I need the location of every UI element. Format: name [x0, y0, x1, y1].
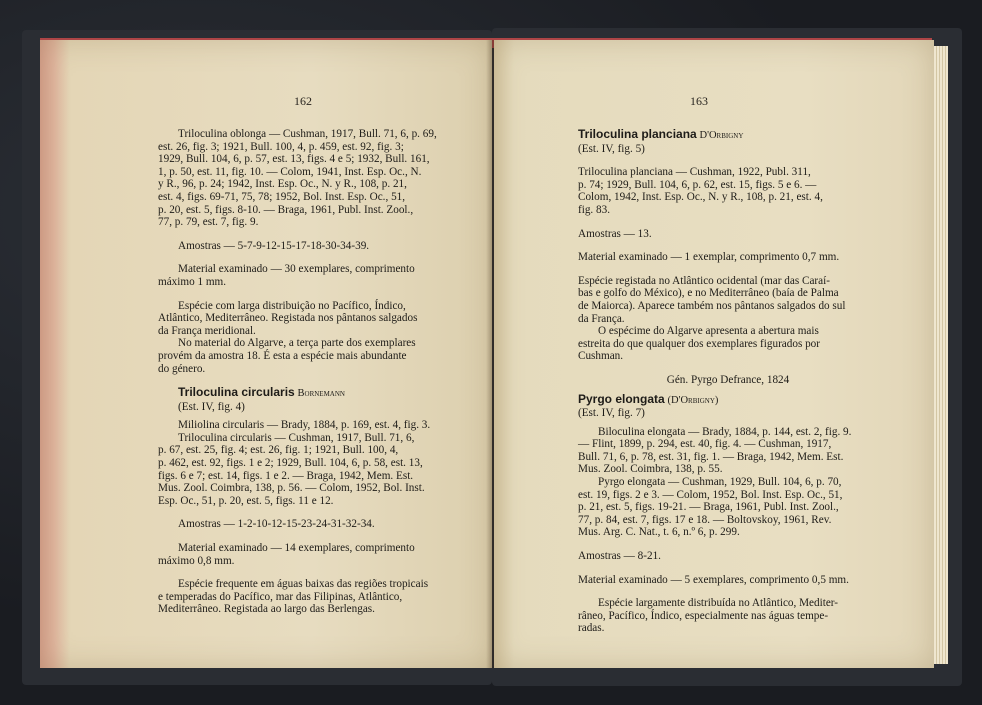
distribution-line: e temperadas do Pacífico, mar das Filipinas, Atlântico,: [158, 590, 403, 603]
synonymy-line: 77, p. 79, est. 7, fig. 9.: [158, 216, 259, 229]
species-name: Pyrgo elongata: [578, 391, 665, 406]
synonymy-line: est. 26, fig. 3; 1921, Bull. 100, 4, p. 459, est. 92, fig. 3;: [158, 140, 404, 153]
synonymy-line: Pyrgo elongata — Cushman, 1929, Bull. 104, 6, p. 70,: [598, 476, 842, 489]
material-line: Material examinado — 30 exemplares, comprimento: [178, 263, 415, 276]
distribution-line: Atlântico, Mediterrâneo. Registada nos pântanos salgados: [158, 312, 418, 325]
distribution-line: radas.: [578, 622, 605, 635]
left-page-body: [158, 128, 454, 616]
synonymy-line: Bull. 71, 6, p. 78, est. 31, fig. 1. — Braga, 1942, Mem. Est.: [578, 450, 844, 463]
distribution-line: da França.: [578, 312, 625, 325]
synonymy-line: Esp. Oc., 51, p. 20, est. 5, figs. 11 e 12.: [158, 494, 334, 507]
synonymy-line: p. 21, est. 5, figs. 19-21. — Braga, 1961, Publ. Inst. Zool.,: [578, 501, 839, 514]
amostras-line: Amostras — 5-7-9-12-15-17-18-30-34-39.: [178, 239, 370, 252]
synonymy-line: — Flint, 1899, p. 294, est. 40, fig. 4. — Cushman, 1917,: [578, 438, 832, 451]
note-line: O espécime do Algarve apresenta a abertura mais: [598, 325, 819, 338]
material-line: Material examinado — 5 exemplares, comprimento 0,5 mm.: [578, 573, 849, 586]
note-line: do género.: [158, 362, 206, 375]
synonymy-line: 1, p. 50, est. 11, fig. 10. — Colom, 1941, Inst. Esp. Oc., N.: [158, 165, 422, 178]
synonymy-line: 1929, Bull. 104, 6, p. 57, est. 13, figs. 4 e 5; 1932, Bull. 161,: [158, 153, 430, 166]
note-line: estreita do que qualquer dos exemplares figurados por: [578, 337, 821, 350]
material-line: máximo 1 mm.: [158, 275, 227, 288]
synonymy-line: p. 462, est. 92, figs. 1 e 2; 1929, Bull. 104, 6, p. 58, est. 13,: [158, 457, 423, 470]
note-line: provém da amostra 18. É esta a espécie mais abundante: [158, 349, 407, 362]
distribution-line: Espécie registada no Atlântico ocidental (mar das Caraí-: [578, 274, 830, 287]
synonymy-line: Mus. Zool. Coimbra, 138, p. 56. — Colom, 1952, Bol. Inst.: [158, 482, 425, 495]
synonymy-line: p. 74; 1929, Bull. 104, 6, p. 62, est. 15, figs. 5 e 6. —: [578, 178, 817, 191]
synonymy-line: Mus. Arg. C. Nat., t. 6, n.º 6, p. 299.: [578, 526, 740, 539]
synonymy-line: est. 4, figs. 69-71, 75, 78; 1952, Bol. Inst. Esp. Oc., 51,: [158, 190, 406, 203]
distribution-line: Espécie largamente distribuída no Atlântico, Mediter-: [598, 597, 839, 610]
right-page: [494, 40, 934, 668]
distribution-line: da França meridional.: [158, 324, 256, 337]
species-author: (D'Orbigny): [667, 394, 719, 406]
species-name: Triloculina circularis: [178, 385, 295, 400]
note-line: Cushman.: [578, 350, 624, 363]
species-heading: [158, 386, 454, 401]
distribution-line: Espécie frequente em águas baixas das regiões tropicais: [178, 578, 429, 591]
species-plate-ref: (Est. IV, fig. 5): [578, 142, 645, 155]
synonymy-line: Triloculina circularis — Cushman, 1917, Bull. 71, 6,: [178, 431, 415, 444]
note-line: No material do Algarve, a terça parte dos exemplares: [178, 337, 416, 350]
species-name: Triloculina planciana: [578, 127, 697, 141]
distribution-line: Mediterrâneo. Registada ao largo das Berlengas.: [158, 603, 375, 616]
genus-heading: Gén. Pyrgo Defrance, 1824: [666, 373, 790, 386]
species-heading: [578, 393, 878, 408]
amostras-line: Amostras — 13.: [578, 227, 652, 240]
species-author: Bornemann: [297, 388, 345, 400]
species-heading: [578, 128, 878, 143]
synonymy-line: Triloculina oblonga — Cushman, 1917, Bull. 71, 6, p. 69,: [178, 128, 437, 140]
synonymy-line: Triloculina planciana — Cushman, 1922, Publ. 311,: [578, 166, 811, 179]
species-plate-ref: (Est. IV, fig. 7): [578, 407, 645, 420]
synonymy-line: Biloculina elongata — Brady, 1884, p. 144, est. 2, fig. 9.: [598, 425, 852, 438]
left-page: [40, 40, 492, 668]
synonymy-line: figs. 6 e 7; est. 14, figs. 1 e 2. — Braga, 1942, Mem. Est.: [158, 469, 414, 482]
distribution-line: Espécie com larga distribuição no Pacífico, Índico,: [178, 299, 406, 312]
material-line: máximo 0,8 mm.: [158, 554, 235, 567]
species-plate-ref: (Est. IV, fig. 4): [178, 400, 245, 413]
distribution-line: râneo, Pacífico, Índico, especialmente nas águas tempe-: [578, 609, 829, 622]
synonymy-line: Miliolina circularis — Brady, 1884, p. 169, est. 4, fig. 3.: [178, 419, 431, 432]
page-number: 162: [294, 94, 312, 108]
synonymy-line: Colom, 1942, Inst. Esp. Oc., N. y R., 108, p. 21, est. 4,: [578, 191, 823, 204]
right-page-body: [578, 128, 878, 635]
synonymy-line: y R., 96, p. 24; 1942, Inst. Esp. Oc., N. y R., 108, p. 21,: [158, 178, 407, 191]
amostras-line: Amostras — 8-21.: [578, 550, 661, 563]
distribution-line: de Maiorca). Aparece também nos pântanos salgados do sul: [578, 299, 846, 312]
species-author: D'Orbigny: [699, 130, 744, 141]
material-line: Material examinado — 1 exemplar, comprimento 0,7 mm.: [578, 251, 840, 264]
amostras-line: Amostras — 1-2-10-12-15-23-24-31-32-34.: [178, 518, 375, 531]
synonymy-line: Mus. Zool. Coimbra, 138, p. 55.: [578, 463, 723, 476]
distribution-line: bas e golfo do México), e no Mediterrâneo (baía de Palma: [578, 287, 839, 300]
synonymy-line: fig. 83.: [578, 203, 611, 216]
synonymy-line: 77, p. 84, est. 7, figs. 17 e 18. — Boltovskoy, 1961, Rev.: [578, 513, 832, 526]
page-number: 163: [690, 94, 708, 108]
synonymy-line: est. 19, figs. 2 e 3. — Colom, 1952, Bol. Inst. Esp. Oc., 51,: [578, 488, 843, 501]
page-stack-edge: [934, 46, 948, 664]
synonymy-line: p. 67, est. 25, fig. 4; est. 26, fig. 1; 1921, Bull. 100, 4,: [158, 444, 399, 457]
synonymy-line: p. 20, est. 5, figs. 8-10. — Braga, 1961, Publ. Inst. Zool.,: [158, 203, 414, 216]
material-line: Material examinado — 14 exemplares, comprimento: [178, 542, 415, 555]
